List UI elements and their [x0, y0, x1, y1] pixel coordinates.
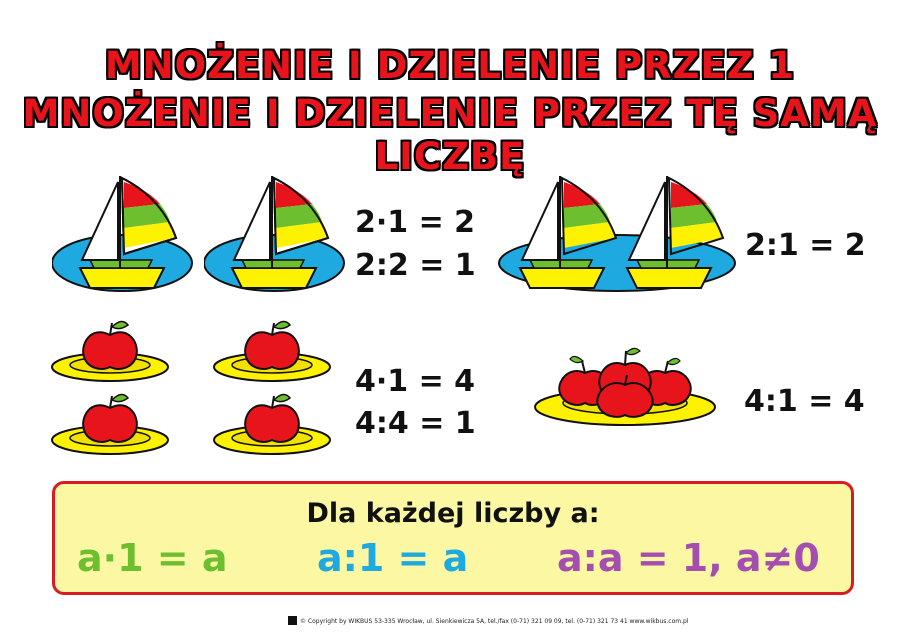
boat-equation-divide-same: 2:2 = 1 [355, 248, 476, 283]
rule-heading: Dla każdej liczby a: [306, 498, 600, 529]
plate-with-four-apples [530, 345, 720, 440]
boat-picture-1 [52, 168, 197, 298]
apple-plate-1 [50, 320, 175, 390]
boats-shared-water [497, 168, 737, 298]
title-line-2: MNOŻENIE I DZIELENIE PRZEZ TĘ SAMĄ LICZBĘ [22, 92, 878, 178]
apple-equation-multiply: 4·1 = 4 [355, 364, 476, 399]
apple-equation-divide-same: 4:4 = 1 [355, 406, 476, 441]
rule-divide-by-one: a:1 = a [317, 536, 469, 580]
footer-publisher-info: © Copyright by WIKBUS 53-335 Wrocław, ul. Sienkiewicza 5A, tel./fax (0-71) 321 09 09, tel. (0-71) 321 73 41 www.wikbus.com.pl [300, 618, 689, 625]
title-line-1: MNOŻENIE I DZIELENIE PRZEZ 1 [104, 44, 796, 87]
boat-equation-divide-one: 2:1 = 2 [745, 228, 866, 263]
rule-multiply-by-one: a·1 = a [77, 536, 228, 580]
apple-plate-2 [212, 320, 337, 390]
boat-equation-multiply: 2·1 = 2 [355, 205, 476, 240]
publisher-logo [288, 616, 297, 625]
apple-plate-3 [50, 393, 175, 463]
rule-divide-by-self: a:a = 1, a≠0 [557, 536, 820, 580]
apple-plate-4 [212, 393, 337, 463]
apple-equation-divide-one: 4:1 = 4 [744, 384, 865, 419]
boat-picture-2 [204, 168, 349, 298]
rule-box [52, 481, 854, 595]
